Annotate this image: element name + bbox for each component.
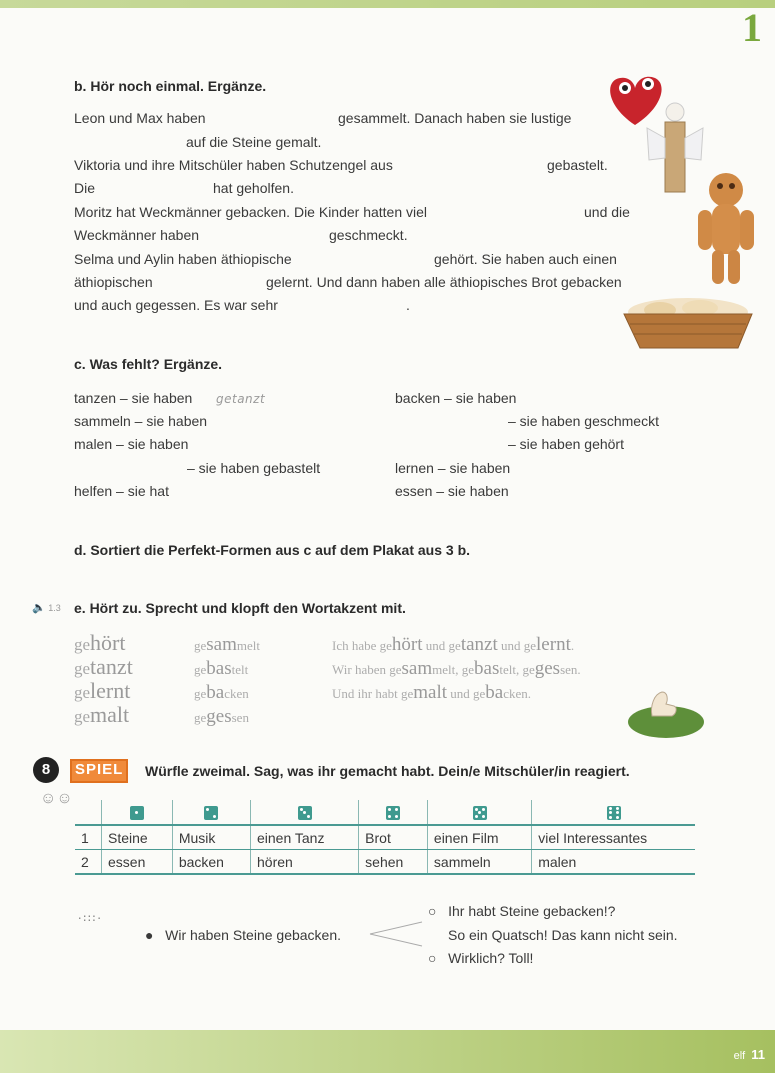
list-item: malen – sie haben — [74, 436, 189, 452]
word-accent-item: getanzt — [74, 654, 133, 679]
word-accent-item: gemalt — [74, 702, 130, 727]
pair-work-icon: ☺☺ — [40, 790, 73, 807]
table-cell: sehen — [359, 850, 428, 875]
weckmann-bread-image — [692, 168, 758, 288]
die-2-icon — [172, 800, 250, 825]
section-d-heading: d. Sortiert die Perfekt-Formen aus c auf dem Plakat aus 3 b. — [74, 542, 471, 558]
section-e-heading: e. Hört zu. Sprecht und klopft den Wortakzent mit. — [74, 600, 406, 616]
section-c-heading: c. Was fehlt? Ergänze. — [74, 356, 223, 372]
example-answer: getanzt — [216, 392, 266, 406]
response-line: ○ Wirklich? Toll! — [428, 950, 534, 966]
section-b-heading: b. Hör noch einmal. Ergänze. — [74, 78, 267, 94]
list-item: essen – sie haben — [395, 483, 509, 499]
die-5-icon — [427, 800, 531, 825]
table-cell: essen — [102, 850, 173, 875]
table-cell: einen Film — [427, 825, 531, 850]
list-item: – sie haben gehört — [508, 436, 624, 452]
exercise-instruction: Würfle zweimal. Sag, was ihr gemacht habt. Dein/e Mitschüler/in reagiert. — [145, 763, 630, 779]
knocking-hand-image — [622, 686, 706, 742]
text-line: auf die Steine gemalt. — [186, 134, 322, 150]
text-line: . — [406, 297, 410, 313]
list-item: tanzen – sie haben — [74, 390, 193, 406]
word-accent-item: gelernt — [74, 678, 131, 703]
footer-bar — [0, 1030, 775, 1073]
page-number: elf 11 — [733, 1047, 765, 1062]
accent-sentence: Und ihr habt gemalt und gebacken. — [332, 682, 532, 703]
text-line: Selma und Aylin haben äthiopische — [74, 251, 292, 267]
word-accent-item: gebastelt — [194, 658, 249, 679]
list-item: helfen – sie hat — [74, 483, 169, 499]
word-accent-item: gegessen — [194, 706, 249, 727]
table-cell: 1 — [75, 825, 102, 850]
dice-dots-decoration: ⋅∷∶⋅ — [78, 913, 103, 925]
speaker-icon: 🔈 — [32, 602, 46, 614]
list-item: backen – sie haben — [395, 390, 517, 406]
list-item: – sie haben gebastelt — [187, 460, 321, 476]
text-line: gehört. Sie haben auch einen — [434, 251, 617, 267]
word-accent-item: gehört — [74, 630, 126, 655]
text-line: und auch gegessen. Es war sehr — [74, 297, 278, 313]
text-line: Weckmänner haben — [74, 227, 200, 243]
text-line: gebastelt. — [547, 157, 608, 173]
text-line: Moritz hat Weckmänner gebacken. Die Kinder hatten viel — [74, 204, 428, 220]
die-6-icon — [532, 800, 695, 825]
table-row — [75, 850, 695, 875]
table-cell: viel Interessantes — [532, 825, 695, 850]
table-cell: malen — [532, 850, 695, 875]
die-4-icon — [359, 800, 428, 825]
die-1-icon — [102, 800, 173, 825]
list-item: sammeln – sie haben — [74, 413, 208, 429]
dice-table — [75, 800, 695, 875]
chapter-number: 1 — [742, 5, 762, 50]
text-line: gesammelt. Danach haben sie lustige — [338, 110, 572, 126]
table-cell: Steine — [102, 825, 173, 850]
list-item: – sie haben geschmeckt — [508, 413, 659, 429]
text-line: Viktoria und ihre Mitschüler haben Schutzengel aus — [74, 157, 393, 173]
text-line: gelernt. Und dann haben alle äthiopisches Brot gebacken — [266, 274, 622, 290]
table-cell: hören — [251, 850, 359, 875]
word-accent-item: gesammelt — [194, 634, 260, 655]
exercise-number: 8 — [33, 757, 59, 783]
statement-line: ● Wir haben Steine gebacken. — [145, 927, 342, 943]
connector-lines — [368, 920, 424, 948]
die-3-icon — [251, 800, 359, 825]
text-line: Leon und Max haben — [74, 110, 206, 126]
list-item: lernen – sie haben — [395, 460, 511, 476]
table-cell: 2 — [75, 850, 102, 875]
text-line: Die — [74, 180, 96, 196]
table-cell: backen — [172, 850, 250, 875]
text-line: und die — [584, 204, 630, 220]
table-cell: Musik — [172, 825, 250, 850]
table-cell: einen Tanz — [251, 825, 359, 850]
audio-track-number: 1.3 — [48, 603, 61, 613]
word-accent-item: gebacken — [194, 682, 249, 703]
table-row — [75, 825, 695, 850]
accent-sentence: Wir haben gesammelt, gebastelt, gegessen. — [332, 658, 581, 679]
response-line: ○ Ihr habt Steine gebacken!? — [428, 903, 616, 919]
table-cell: sammeln — [427, 850, 531, 875]
response-line: So ein Quatsch! Das kann nicht sein. — [448, 927, 678, 943]
game-badge: SPIEL — [70, 759, 128, 783]
text-line: hat geholfen. — [213, 180, 294, 196]
text-line: äthiopischen — [74, 274, 153, 290]
audio-track-label[interactable] — [32, 601, 61, 614]
text-line: geschmeckt. — [329, 227, 408, 243]
bread-basket-image — [620, 290, 756, 356]
top-color-bar — [0, 0, 775, 8]
table-cell: Brot — [359, 825, 428, 850]
accent-sentence: Ich habe gehört und getanzt und gelernt. — [332, 634, 575, 655]
